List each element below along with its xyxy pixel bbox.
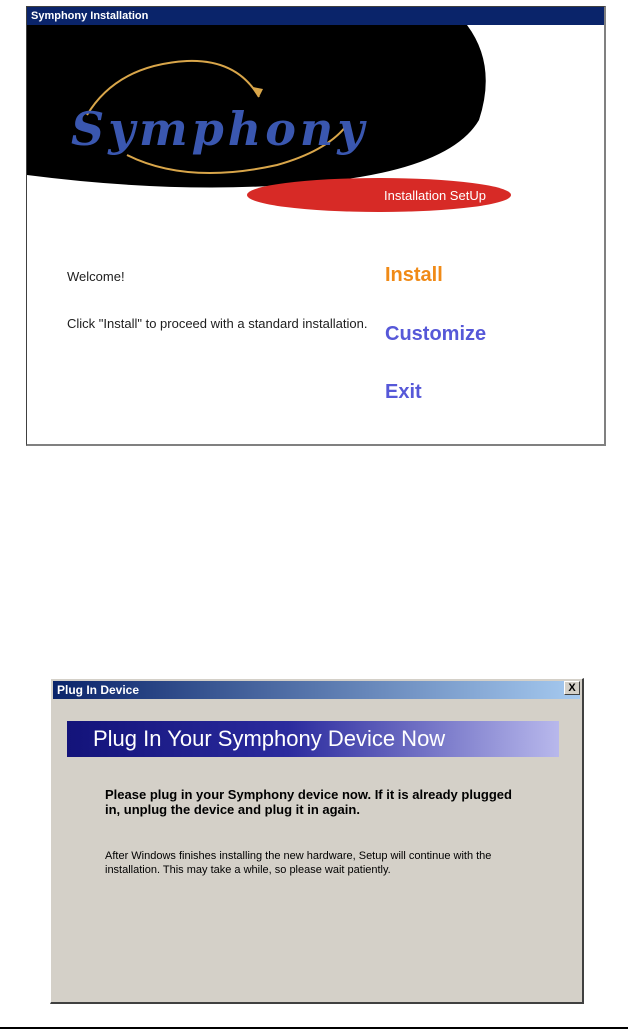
symphony-logo: Symphony [71, 102, 369, 156]
page-divider [0, 1027, 628, 1029]
plug-instructions: Please plug in your Symphony device now. If it is already plugged in, unplug the device and plug it in again. [105, 787, 512, 817]
exit-link[interactable]: Exit [385, 381, 422, 403]
dialog-heading: Plug In Your Symphony Device Now [67, 721, 559, 757]
installer-title: Symphony Installation [27, 7, 604, 25]
close-icon[interactable]: X [564, 681, 580, 695]
plug-in-device-dialog [50, 678, 584, 1004]
install-description: Click "Install" to proceed with a standard installation. [67, 316, 368, 331]
customize-link[interactable]: Customize [385, 323, 487, 345]
installer-window [26, 6, 606, 446]
dialog-title: Plug In Device [53, 681, 580, 699]
install-link[interactable]: Install [385, 264, 443, 286]
setup-oval-text: Installation SetUp [384, 188, 486, 203]
plug-detail: After Windows finishes installing the new hardware, Setup will continue with the installation. This may take a while, so please wait patiently. [105, 850, 492, 876]
welcome-text: Welcome! [67, 269, 125, 284]
installer-banner [27, 25, 603, 215]
